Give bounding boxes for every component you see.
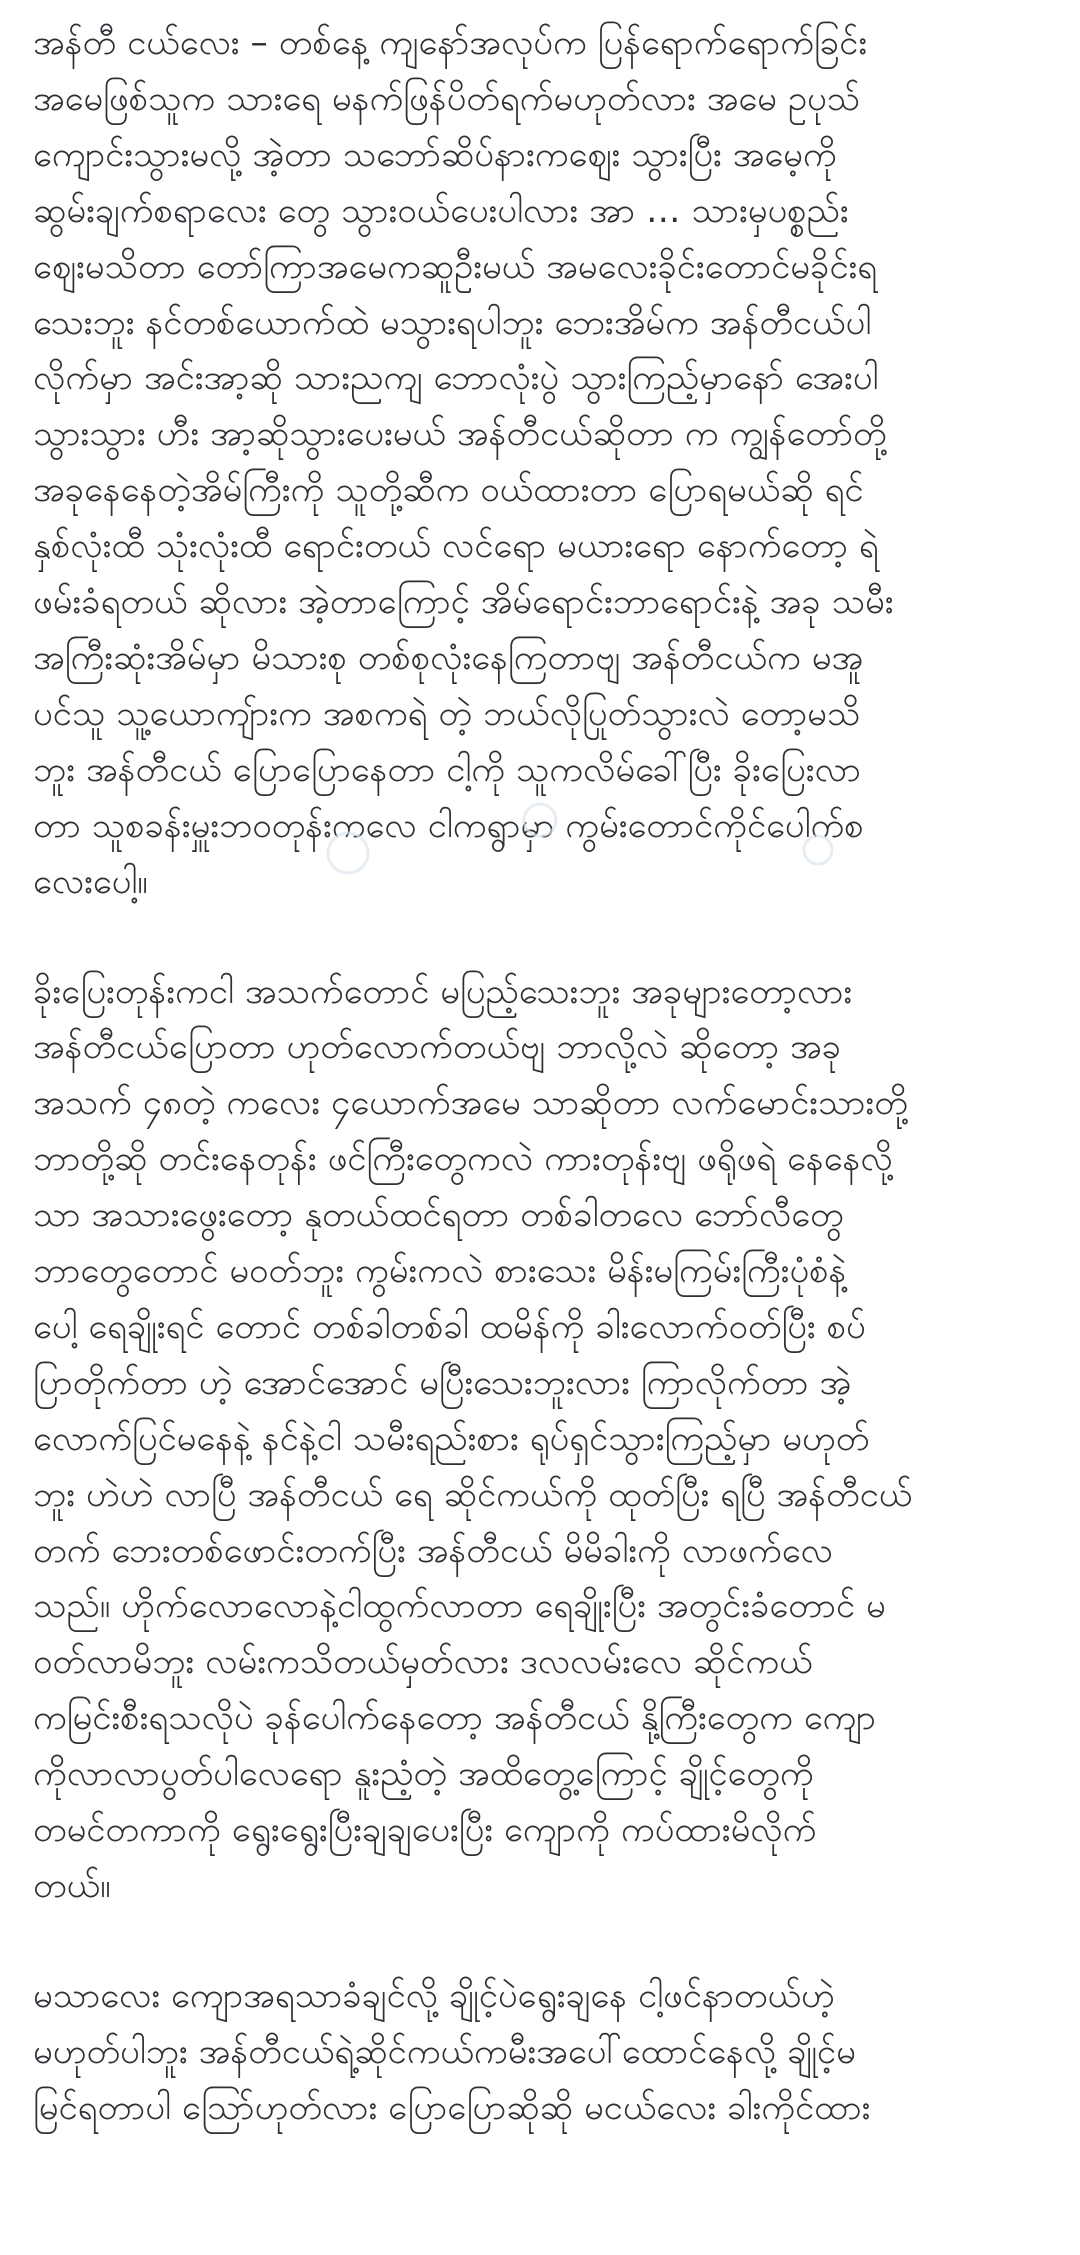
text-line: ကမြင်းစီးရသလိုပဲ ခုန်ပေါက်နေတော့ အန်တီငယ် နို့ကြီးတွေက ကျော — [33, 1698, 876, 1739]
text-line: ပေါ့ ရေချိုးရင် တောင် တစ်ခါတစ်ခါ ထမိန်ကို ခါးလောက်ဝတ်ပြီး စပ် — [33, 1306, 866, 1347]
text-line: မြင်ရတာပါ သြော်ဟုတ်လား ပြောပြောဆိုဆို မငယ်လေး ခါးကိုင်ထား — [33, 2087, 871, 2128]
text-line: မသာလေး ကျောအရသာခံချင်လို့ ချိုင့်ပဲရွေးချနေ ငါ့ဖင်နာတယ်ဟဲ့ — [33, 1975, 835, 2016]
text-line: ဖမ်းခံရတယ် ဆိုလား အဲ့တာကြောင့် အိမ်ရောင်းဘာရောင်းနဲ့ အခု သမီး — [33, 582, 894, 623]
text-line: အကြီးဆုံးအိမ်မှာ မိသားစု တစ်စုလုံးနေကြတာဗျ အန်တီငယ်က မအူ — [33, 637, 864, 678]
paragraph-1 — [33, 16, 1053, 911]
paragraph-3 — [33, 1969, 1053, 2137]
text-line: အမေဖြစ်သူက သားရေ မနက်ဖြန်ပိတ်ရက်မဟုတ်လား အမေ ဥပုသ် — [33, 78, 860, 119]
text-line: သေးဘူး နင်တစ်ယောက်ထဲ မသွားရပါဘူး ဘေးအိမ်က အန်တီငယ်ပါ — [33, 302, 872, 343]
paragraph-2 — [33, 965, 1053, 1915]
text-line: တမင်တကာကို ရွေးရွေးပြီးချချပေးပြီး ကျောကို ကပ်ထားမိလိုက် — [33, 1810, 817, 1851]
story-text — [33, 16, 1053, 2137]
text-line: ကျောင်းသွားမလို့ အဲ့တာ သဘော်ဆိပ်နားကဈေး သွားပြီး အမေ့ကို — [33, 134, 837, 175]
text-line: မဟုတ်ပါဘူး အန်တီငယ်ရဲ့ဆိုင်ကယ်ကမီးအပေါ်ထောင်နေလို့ ချိုင့်မ — [33, 2031, 856, 2072]
text-line: လောက်ပြင်မနေနဲ့ နင်နဲ့ငါ သမီးရည်းစား ရုပ်ရှင်သွားကြည့်မှာ မဟုတ် — [33, 1418, 870, 1459]
text-line: အန်တီ ငယ်လေး – တစ်နေ့ ကျနော်အလုပ်က ပြန်ရောက်ရောက်ခြင်း — [33, 23, 868, 63]
text-line: ဈေးမသိတာ တော်ကြာအမေကဆူဦးမယ် အမလေးခိုင်းတောင်မခိုင်းရ — [33, 246, 878, 287]
text-line: အန်တီငယ်ပြောတာ ဟုတ်လောက်တယ်ဗျ ဘာလို့လဲ ဆိုတော့ အခု — [33, 1027, 842, 1068]
text-line: တယ်။ — [33, 1866, 111, 1906]
text-line: ဘာတို့ဆို တင်းနေတုန်း ဖင်ကြီးတွေကလဲ ကားတုန်းဗျ ဖရိုဖရဲ နေနေလို့ — [33, 1139, 893, 1180]
text-line: နှစ်လုံးထီ သုံးလုံးထီ ရောင်းတယ် လင်ရော မယားရော နောက်တော့ ရဲ — [33, 526, 879, 567]
text-line: တက် ဘေးတစ်ဖောင်းတက်ပြီး အန်တီငယ် မိမိခါးကို လာဖက်လေ — [33, 1530, 833, 1571]
text-line: ဘာတွေတောင် မဝတ်ဘူး ကွမ်းကလဲ စားသေး မိန်းမကြမ်းကြီးပုံစံနဲ့ — [33, 1251, 847, 1292]
text-line: ကိုလာလာပွတ်ပါလေရော နူးညံ့တဲ့ အထိတွေ့ကြောင့် ချိုင့်တွေကို — [33, 1754, 814, 1795]
text-line: ပင်သူ သူ့ယောကျ်ားက အစကရဲ တဲ့ ဘယ်လိုပြုတ်သွားလဲ တော့မသိ — [33, 693, 861, 734]
text-line: ဘူး အန်တီငယ် ပြောပြောနေတာ ငါ့ကို သူကလိမ်ခေါ်ပြီး ခိုးပြေးလာ — [33, 749, 861, 790]
text-line: လိုက်မှာ အင်းအာ့ဆို သားညကျ ဘောလုံးပွဲ သွားကြည့်မှာနော် အေးပါ — [33, 358, 879, 399]
text-line: ပြာတိုက်တာ ဟဲ့ အောင်အောင် မပြီးသေးဘူးလား ကြာလိုက်တာ အဲ့ — [33, 1362, 852, 1403]
text-line: လေးပေါ့။ — [33, 861, 148, 902]
text-line: ခိုးပြေးတုန်းကငါ အသက်တောင် မပြည့်သေးဘူး အခုများတော့လား — [33, 971, 853, 1012]
text-line: သာ အသားဖွေးတော့ နုတယ်ထင်ရတာ တစ်ခါတလေ ဘော်လီတွေ — [33, 1195, 844, 1236]
text-line: ဆွမ်းချက်စရာလေး တွေ သွားဝယ်ပေးပါလား အာ … သားမှပစ္စည်း — [33, 190, 849, 231]
text-line: တာ သူစခန်းမှူးဘဝတုန်းကလေ ငါကရွာမှာ ကွမ်းတောင်ကိုင်ပေါက်စ — [33, 805, 864, 846]
text-line: အသက် ၄၈တဲ့ ကလေး ၄ယောက်အမေ သာဆိုတာ လက်မောင်းသားတို့ — [33, 1083, 908, 1124]
text-line: ဝတ်လာမိဘူး လမ်းကသိတယ်မှတ်လား ဒလလမ်းလေ ဆိုင်ကယ် — [33, 1642, 813, 1683]
text-line: သွားသွား ဟီး အာ့ဆိုသွားပေးမယ် အန်တီငယ်ဆိုတာ က ကျွန်တော်တို့ — [33, 414, 887, 455]
text-line: ဘူး ဟဲဟဲ လာပြီ အန်တီငယ် ရေ ဆိုင်ကယ်ကို ထုတ်ပြီး ရပြီ အန်တီငယ် — [33, 1474, 913, 1515]
text-line: သည်။ ဟိုက်လောလောနဲ့ငါထွက်လာတာ ရေချိုးပြီး အတွင်းခံတောင် မ — [33, 1586, 886, 1627]
text-line: အခုနေနေတဲ့အိမ်ကြီးကို သူတို့ဆီက ဝယ်ထားတာ ပြောရမယ်ဆို ရင် — [33, 470, 864, 511]
